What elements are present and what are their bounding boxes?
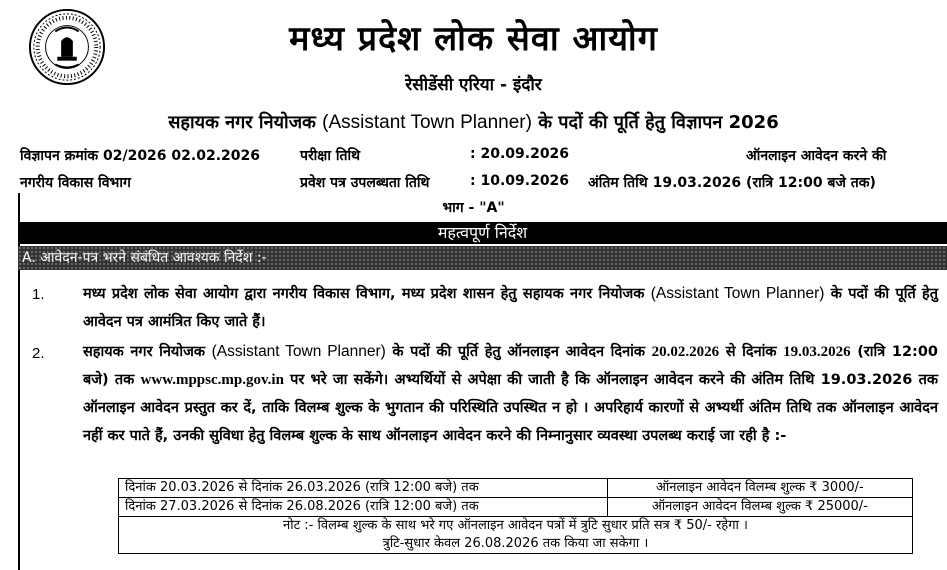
application-url-link[interactable]: www.mppsc.mp.gov.in [140, 372, 284, 388]
important-instructions-band: महत्वपूर्ण निर्देश [18, 222, 947, 244]
heading-pre: सहायक नगर नियोजक [168, 112, 323, 133]
fee-amount: ऑनलाइन आवेदन विलम्ब शुल्क ₹ 3000/- [607, 479, 912, 498]
point-2-number: 2. [32, 345, 45, 362]
section-a-title: A. आवेदन-पत्र भरने संबंधित आवश्यक निर्देश :- [22, 250, 267, 266]
exam-date-value: : 20.09.2026 [470, 146, 570, 162]
part-label: भाग - "A" [442, 200, 505, 216]
heading-post: के पदों की पूर्ति हेतु विज्ञापन 2026 [531, 112, 779, 133]
fee-period: दिनांक 27.03.2026 से दिनांक 26.08.2026 (रात्रि 12:00 बजे) तक [119, 498, 608, 517]
last-date: अंतिम तिथि 19.03.2026 (रात्रि 12:00 बजे तक) [588, 175, 876, 191]
page-subtitle: रेसीडेंसी एरिया - इंदौर [405, 75, 542, 95]
page-title: मध्य प्रदेश लोक सेवा आयोग [289, 19, 658, 59]
section-a-band [18, 246, 947, 270]
fee-period: दिनांक 20.03.2026 से दिनांक 26.03.2026 (रात्रि 12:00 बजे) तक [119, 479, 608, 498]
table-row [119, 498, 913, 517]
advt-number: विज्ञापन क्रमांक 02/2026 02.02.2026 [20, 148, 260, 164]
fee-note: नोट :- विलम्ब शुल्क के साथ भरे गए ऑनलाइन आवेदन पत्रों में त्रुटि सुधार प्रति सत्र ₹ 50/- रहेगा । त्रुटि-सुधार केवल 26.08.2026 तक किया जा सकेगा । [119, 517, 913, 554]
point-1-number: 1. [32, 286, 45, 303]
admit-card-date: : 10.09.2026 [470, 173, 570, 189]
heading-en: (Assistant Town Planner) [322, 112, 532, 133]
online-apply-label: ऑनलाइन आवेदन करने की [746, 148, 887, 164]
advertisement-heading [0, 110, 947, 134]
point-2-text: सहायक नगर नियोजक (Assistant Town Planner) के पदों की पूर्ति हेतु ऑनलाइन आवेदन दिनांक 20.02.2026 से दिनांक 19.03.2026 (रात्रि 12:00 बजे) तक www.mppsc.mp.gov.in पर भरे जा सकेंगे। अभ्यर्थियों से अपेक्षा की जाती है कि ऑनलाइन आवेदन करने की अंतिम तिथि 19.03.2026 तक ऑनलाइन आवेदन प्रस्तुत कर दें, ताकि विलम्ब शुल्क के भुगतान की परिस्थिति उपस्थित न हो । अपरिहार्य कारणों से अभ्यर्थी अंतिम तिथि तक ऑनलाइन आवेदन नहीं कर पाते हैं, उनकी सुविधा हेतु विलम्ब शुल्क के साथ ऑनलाइन आवेदन करने की निम्नानुसार व्यवस्था उपलब्ध कराई जा रही है :- [83, 343, 939, 444]
table-note-row [119, 517, 913, 554]
late-fee-table [118, 478, 913, 554]
fee-amount: ऑनलाइन आवेदन विलम्ब शुल्क ₹ 25000/- [607, 498, 912, 517]
department-name: नगरीय विकास विभाग [20, 175, 131, 191]
table-row [119, 479, 913, 498]
admit-card-label: प्रवेश पत्र उपलब्धता तिथि [300, 175, 430, 191]
point-1-text: मध्य प्रदेश लोक सेवा आयोग द्वारा नगरीय विकास विभाग, मध्य प्रदेश शासन हेतु सहायक नगर नियोजक (Assistant Town Planner) के पदों की पूर्ति हेतु आवेदन पत्र आमंत्रित किए जाते हैं। [83, 285, 939, 330]
exam-date-label: परीक्षा तिथि [300, 148, 361, 164]
